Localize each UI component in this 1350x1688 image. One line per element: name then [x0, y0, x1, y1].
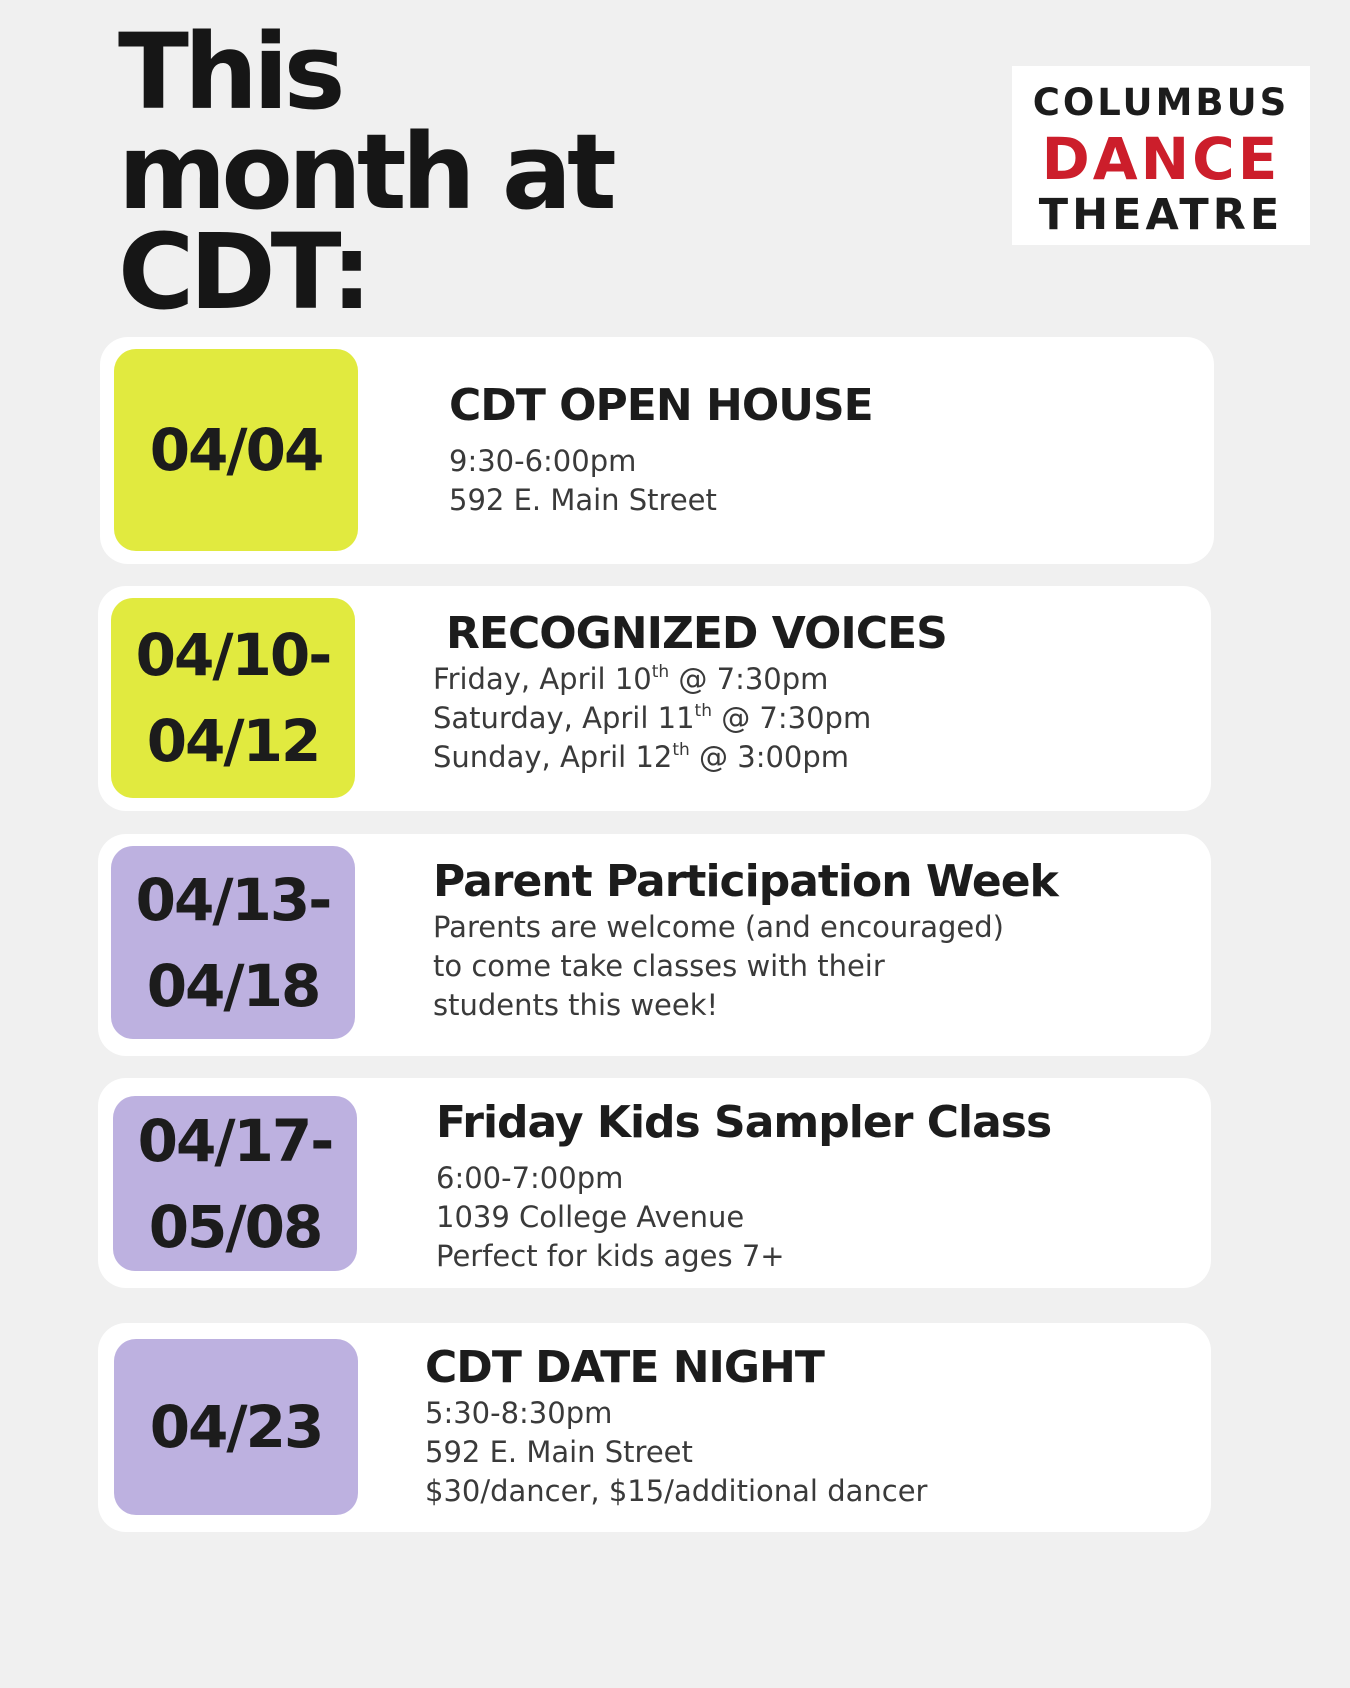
- event-detail: Saturday, April 11th @ 7:30pm: [433, 701, 872, 735]
- event-date: 04/18: [146, 951, 320, 1020]
- logo-line-columbus: COLUMBUS: [1032, 81, 1290, 124]
- event-title: CDT OPEN HOUSE: [449, 380, 873, 431]
- event-info: [436, 1097, 1051, 1276]
- event-title: RECOGNIZED VOICES: [446, 608, 947, 659]
- page-title-line: This: [118, 11, 341, 133]
- columbus-dance-theatre-logo: [1012, 66, 1310, 245]
- event-title: Friday Kids Sampler Class: [436, 1097, 1052, 1148]
- event-info: [433, 856, 1058, 1025]
- event-date: 04/23: [149, 1393, 323, 1461]
- event-detail: $30/dancer, $15/additional dancer: [425, 1474, 928, 1508]
- event-detail: students this week!: [433, 988, 719, 1022]
- event-detail: 5:30-8:30pm: [425, 1396, 613, 1430]
- event-detail: 9:30-6:00pm: [449, 444, 637, 478]
- event-detail: Perfect for kids ages 7+: [436, 1239, 785, 1273]
- event-date: 04/04: [149, 416, 323, 484]
- event-detail: Friday, April 10th @ 7:30pm: [433, 662, 829, 696]
- event-detail: 1039 College Avenue: [436, 1200, 745, 1234]
- event-date-badge: [114, 1339, 358, 1515]
- event-date-badge: [111, 846, 355, 1039]
- event-detail: Parents are welcome (and encouraged): [433, 910, 1004, 944]
- event-title: Parent Participation Week: [433, 856, 1058, 907]
- page-title: [118, 11, 612, 333]
- event-info: [433, 608, 947, 777]
- event-date-badge: [114, 349, 358, 551]
- event-info: [449, 380, 873, 520]
- page-title-line: CDT:: [118, 211, 368, 333]
- event-date: 05/08: [148, 1192, 322, 1261]
- logo-line-theatre: THEATRE: [1038, 190, 1284, 240]
- event-detail: to come take classes with their: [433, 949, 885, 983]
- logo-line-dance: DANCE: [1041, 125, 1281, 193]
- event-date: 04/13-: [135, 865, 331, 934]
- event-info: [425, 1342, 927, 1511]
- event-date-badge: [111, 598, 355, 798]
- event-detail: Sunday, April 12th @ 3:00pm: [433, 740, 850, 774]
- event-title: CDT DATE NIGHT: [425, 1342, 824, 1393]
- event-detail: 592 E. Main Street: [449, 483, 717, 517]
- event-detail: 592 E. Main Street: [425, 1435, 693, 1469]
- event-detail: 6:00-7:00pm: [436, 1161, 624, 1195]
- event-date: 04/17-: [137, 1106, 333, 1175]
- page-title-line: month at: [118, 111, 612, 233]
- event-date: 04/10-: [135, 621, 331, 689]
- event-date: 04/12: [146, 707, 320, 775]
- event-date-badge: [113, 1096, 357, 1271]
